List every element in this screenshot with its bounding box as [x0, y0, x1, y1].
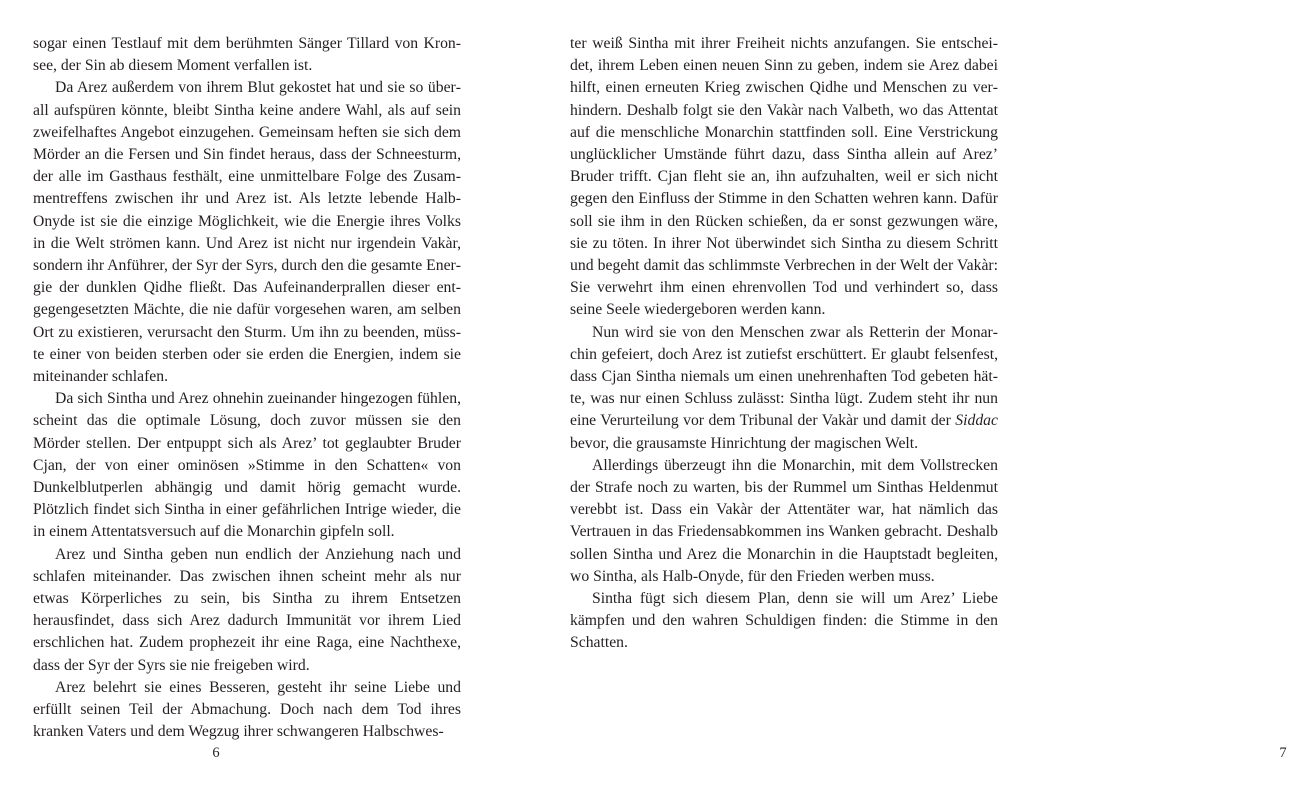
paragraph: Sintha fügt sich diesem Plan, denn sie will um Arez’ Liebe kämpfen und den wahren Schuldigen finden: die Stimme in den Schatten.	[570, 590, 998, 652]
paragraph: sogar einen Testlauf mit dem berühmten Sänger Tillard von Kronsee, der Sin ab diesem Moment verfallen ist.	[33, 35, 461, 75]
paragraph: ter weiß Sintha mit ihrer Freiheit nichts anzufangen. Sie entscheidet, ihrem Leben einen neuen Sinn zu geben, indem sie Arez dabei hilft, einen erneuten Krieg zwischen Qidhe und Menschen zu verhindern. Deshalb folgt sie den Vakàr nach Valbeth, wo das Attentat auf die menschliche Monarchin stattfinden soll. Eine Verstrickung unglücklicher Umstände führt dazu, dass Sintha allein auf Arez’ Bruder trifft. Cjan fleht sie an, ihn aufzuhalten, weil er sich nicht gegen den Einfluss der Stimme in den Schatten wehren kann. Dafür soll sie ihm in den Rücken schießen, da er sonst gezwungen wäre, sie zu töten. In ihrer Not überwindet sich Sintha zu diesem Schritt und begeht damit das schlimmste Verbrechen in der Welt der Vakàr: Sie verwehrt ihm einen ehrenvollen Tod und verhindert so, dass seine Seele wiedergeboren werden kann.	[570, 35, 998, 319]
paragraph: Da sich Sintha und Arez ohnehin zueinander hingezogen fühlen, scheint das die optimale Lösung, doch zuvor müssen sie den Mörder stellen. Der entpuppt sich als Arez’ tot geglaubter Bruder Cjan, der von einer ominösen »Stimme in den Schatten« von Dunkelblutperlen abhängig und damit hörig gemacht wurde. Plötzlich findet sich Sintha in einer gefährlichen Intrige wieder, die in einem Attentatsversuch auf die Monarchin gipfeln soll.	[33, 390, 461, 541]
left-page	[0, 0, 500, 800]
paragraph: Arez belehrt sie eines Besseren, gesteht ihr seine Liebe und erfüllt seinen Teil der Abmachung. Doch nach dem Tod ihres kranken Vaters und dem Wegzug ihrer schwangeren Halbschwes-	[33, 678, 461, 741]
left-text-column	[33, 33, 461, 744]
emphasized-term: Siddac	[955, 412, 998, 430]
paragraph: Arez und Sintha geben nun endlich der Anziehung nach und schlafen miteinander. Das zwischen ihnen scheint mehr als nur etwas Körperliches zu sein, bis Sintha zu ihrem Entsetzen herausfindet, dass sich Arez dadurch Immunität vor ihrem Lied erschlichen hat. Zudem prophezeit ihr eine Raga, eine Nachthexe, dass der Syr der Syrs sie nie freigeben wird.	[33, 545, 461, 674]
paragraph	[570, 322, 998, 455]
page-number-right: 7	[1279, 745, 1287, 761]
paragraph: Allerdings überzeugt ihn die Monarchin, mit dem Vollstrecken der Strafe noch zu warten, bis der Rummel um Sinthas Heldenmut verebbt ist. Dass ein Vakàr der Attentäter war, hat nämlich das Vertrauen in das Friedensabkommen ins Wanken gebracht. Deshalb sollen Sintha und Arez die Monarchin in die Hauptstadt begleiten, wo Sintha, als Halb-Onyde, für den Frieden werben muss.	[570, 456, 998, 585]
paragraph-text: Nun wird sie von den Menschen zwar als Retterin der Monarchin gefeiert, doch Arez ist zutiefst erschüttert. Er glaubt felsenfest, dass Cjan Sintha niemals um einen unehrenhaften Tod gebeten hätte, was nur einen Schluss zulässt: Sintha lügt. Zudem steht ihr nun eine Verurteilung vor dem Tribunal der Vakàr und damit der	[570, 323, 998, 430]
page-number-left: 6	[212, 745, 220, 761]
right-text-column	[570, 33, 998, 655]
paragraph: Da Arez außerdem von ihrem Blut gekostet hat und sie so überall aufspüren könnte, bleibt Sintha keine andere Wahl, als auf sein zweifelhaftes Angebot einzugehen. Gemeinsam heften sie sich dem Mörder an die Fersen und Sin findet heraus, dass der Schneesturm, der alle im Gasthaus festhält, eine unmittelbare Folge des Zusammentreffens zwischen ihr und Arez ist. Als letzte lebende Halb-Onyde ist sie die einzige Möglichkeit, wie die Energie ihres Volks in die Welt strömen kann. Und Arez ist nicht nur irgendein Vakàr, sondern ihr Anführer, der Syr der Syrs, durch den die gesamte Energie der dunklen Qidhe fließt. Das Aufeinanderprallen dieser entgegengesetzten Mächte, die nie dafür vorgesehen waren, am selben Ort zu existieren, verursacht den Sturm. Um ihn zu beenden, müsste einer von beiden sterben oder sie erden die Energien, indem sie miteinander schlafen.	[33, 79, 461, 386]
paragraph-text: bevor, die grausamste Hinrichtung der magischen Welt.	[570, 434, 919, 452]
right-page	[500, 0, 1287, 800]
